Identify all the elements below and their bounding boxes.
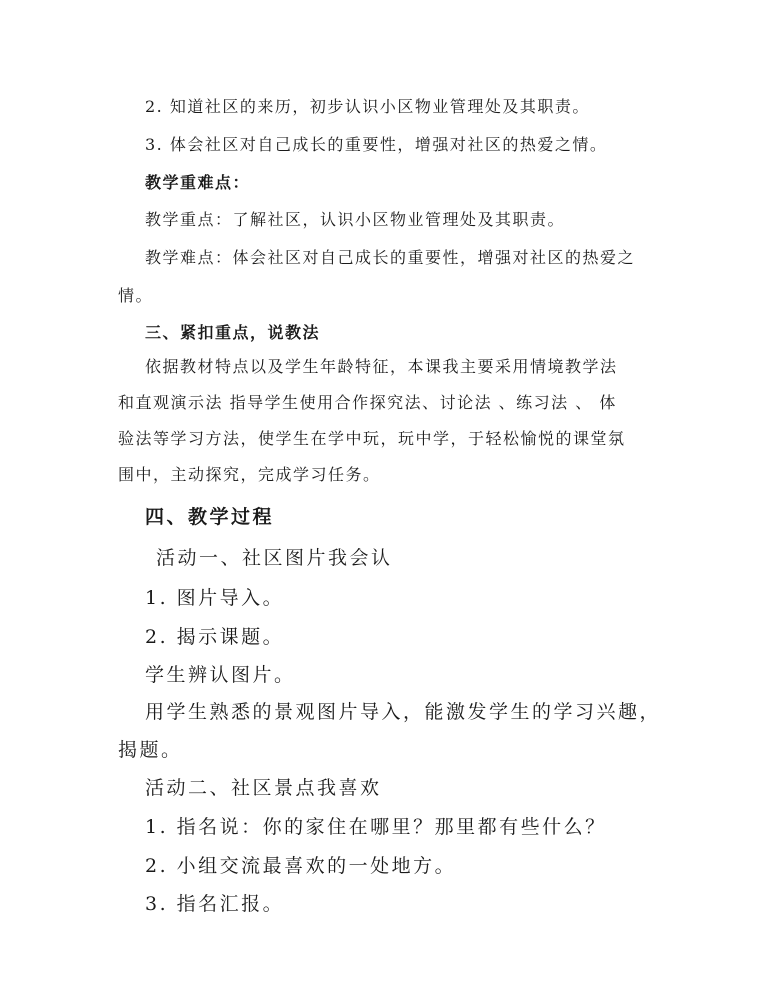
method-paragraph-line-4: 围中，主动探究，完成学习任务。 bbox=[118, 465, 381, 484]
section-3-heading: 三、紧扣重点，说教法 bbox=[145, 323, 321, 342]
activity-1-heading: 活动一、社区图片我会认 bbox=[156, 547, 393, 569]
objective-2: 2. 知道社区的来历，初步认识小区物业管理处及其职责。 bbox=[145, 97, 590, 116]
activity-2-heading: 活动二、社区景点我喜欢 bbox=[145, 777, 382, 799]
teaching-difficult-point-continued: 情。 bbox=[118, 286, 154, 305]
activity-1-student-task: 学生辨认图片。 bbox=[145, 664, 296, 686]
teaching-difficult-point: 教学难点：体会社区对自己成长的重要性，增强对社区的热爱之 bbox=[145, 248, 636, 267]
method-paragraph-line-3: 验法等学习方法，使学生在学中玩，玩中学，于轻松愉悦的课堂氛 bbox=[118, 429, 626, 448]
activity-1-design-intent: 用学生熟悉的景观图片导入，能激发学生的学习兴趣， bbox=[145, 701, 662, 723]
objective-3: 3. 体会社区对自己成长的重要性，增强对社区的热爱之情。 bbox=[145, 135, 608, 154]
activity-2-step-2: 2. 小组交流最喜欢的一处地方。 bbox=[145, 855, 457, 877]
teaching-key-point: 教学重点：了解社区，认识小区物业管理处及其职责。 bbox=[145, 210, 566, 229]
method-paragraph-line-1: 依据教材特点以及学生年龄特征，本课我主要采用情境教学法 bbox=[145, 357, 618, 376]
activity-1-design-intent-continued: 揭题。 bbox=[118, 739, 183, 761]
section-4-heading: 四、教学过程 bbox=[145, 506, 275, 528]
activity-2-step-3: 3. 指名汇报。 bbox=[145, 893, 285, 915]
key-difficult-points-heading: 教学重难点： bbox=[145, 173, 251, 192]
activity-1-step-2: 2. 揭示课题。 bbox=[145, 626, 285, 648]
method-paragraph-line-2: 和直观演示法 指导学生使用合作探究法、讨论法 、练习法 、 体 bbox=[118, 393, 617, 412]
activity-1-step-1: 1. 图片导入。 bbox=[145, 587, 285, 609]
activity-2-step-1: 1. 指名说：你的家住在哪里？那里都有些什么？ bbox=[145, 816, 607, 838]
